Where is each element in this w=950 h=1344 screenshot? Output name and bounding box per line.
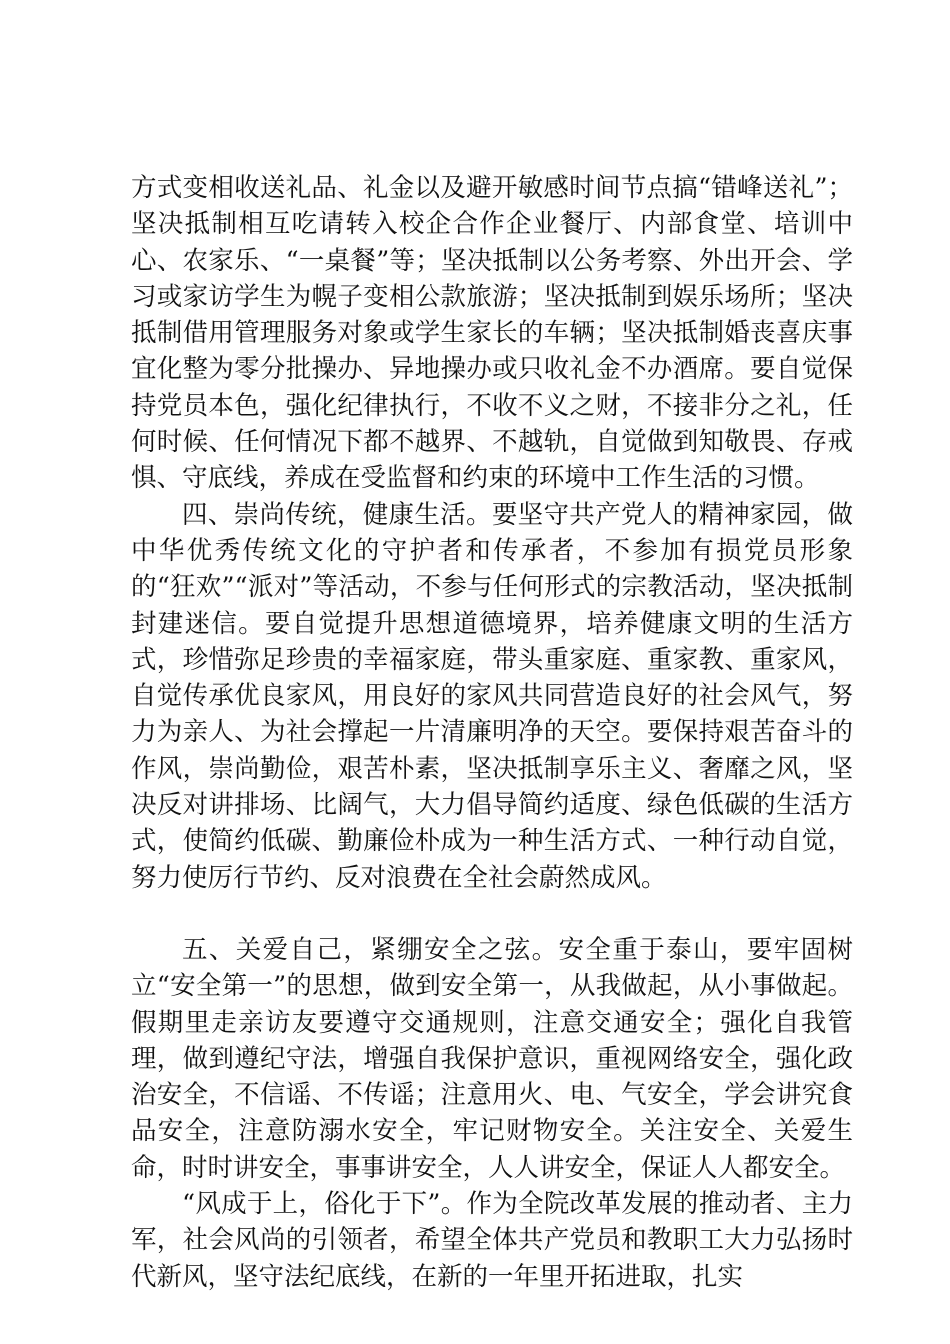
paragraph-section-five: 五、关爱自己，紧绷安全之弦。安全重于泰山，要牢固树立“安全第一”的思想，做到安全第一，从我做起，从小事做起。假期里走亲访友要遵守交通规则，注意交通安全；强化自我管理，做到遵纪守法，增强自我保护意识，重视网络安全，强化政治安全，不信谣、不传谣；注意用火、电、气安全，学会讲究食品安全，注意防溺水安全，牢记财物安全。关注安全、关爱生命，时时讲安全，事事讲安全，人人讲安全，保证人人都安全。 xyxy=(131,934,853,1183)
paragraph-spacer xyxy=(131,896,853,932)
paragraph-section-four: 四、崇尚传统，健康生活。要坚守共产党人的精神家园，做中华优秀传统文化的守护者和传承者，不参加有损党员形象的“狂欢”“派对”等活动，不参与任何形式的宗教活动，坚决抵制封建迷信。要自觉提升思想道德境界，培养健康文明的生活方式，珍惜弥足珍贵的幸福家庭，带头重家庭、重家教、重家风，自觉传承优良家风，用良好的家风共同营造良好的社会风气，努力为亲人、为社会撑起一片清廉明净的天空。要保持艰苦奋斗的作风，崇尚勤俭，艰苦朴素，坚决抵制享乐主义、奢靡之风，坚决反对讲排场、比阔气，大力倡导简约适度、绿色低碳的生活方式，使简约低碳、勤廉俭朴成为一种生活方式、一种行动自觉，努力使厉行节约、反对浪费在全社会蔚然成风。 xyxy=(131,499,853,893)
paragraph-continuation: 方式变相收送礼品、礼金以及避开敏感时间节点搞“错峰送礼”；坚决抵制相互吃请转入校企合作企业餐厅、内部食堂、培训中心、农家乐、“一桌餐”等；坚决抵制以公务考察、外出开会、学习或家访学生为幌子变相公款旅游；坚决抵制到娱乐场所；坚决抵制借用管理服务对象或学生家长的车辆；坚决抵制婚丧喜庆事宜化整为零分批操办、异地操办或只收礼金不办酒席。要自觉保持党员本色，强化纪律执行，不收不义之财，不接非分之礼，任何时候、任何情况下都不越界、不越轨，自觉做到知敬畏、存戒惧、守底线，养成在受监督和约束的环境中工作生活的习惯。 xyxy=(131,173,853,494)
paragraph-closing: “风成于上，俗化于下”。作为全院改革发展的推动者、主力军，社会风尚的引领者，希望全体共产党员和教职工大力弘扬时代新风，坚守法纪底线，在新的一年里开拓进取，扎实 xyxy=(131,1189,853,1292)
document-body xyxy=(131,170,853,1295)
